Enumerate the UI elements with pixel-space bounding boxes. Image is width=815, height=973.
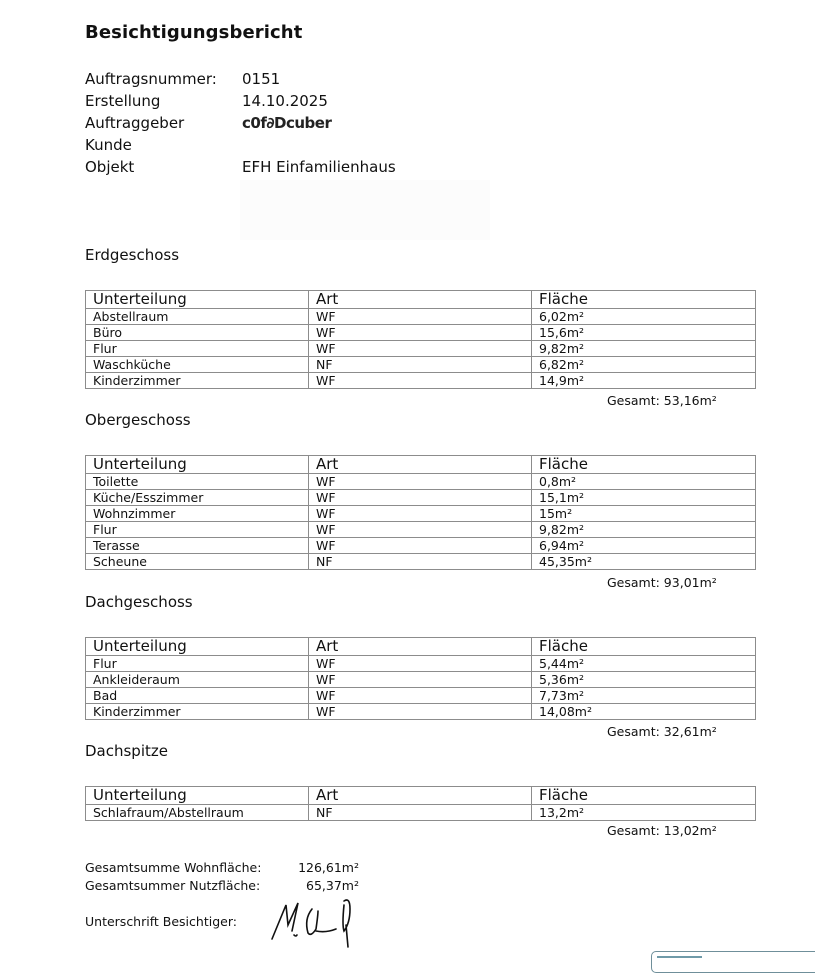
cell-area: 7,73m² (532, 688, 756, 704)
meta-label: Erstellung (85, 92, 161, 110)
cell-area: 5,44m² (532, 656, 756, 672)
table-row (86, 325, 756, 341)
table-row (86, 656, 756, 672)
header-flaeche: Fläche (532, 291, 756, 309)
section-title-erdgeschoss: Erdgeschoss (85, 246, 180, 264)
section-total-dachgeschoss: Gesamt: 32,61m² (607, 724, 717, 739)
table-row (86, 373, 756, 389)
cell-room: Wohnzimmer (86, 506, 309, 522)
cell-art: WF (309, 506, 532, 522)
cell-art: NF (309, 357, 532, 373)
cell-art: WF (309, 490, 532, 506)
header-art: Art (309, 638, 532, 656)
table-row (86, 538, 756, 554)
section-total-dachspitze: Gesamt: 13,02m² (607, 823, 717, 838)
section-total-erdgeschoss: Gesamt: 53,16m² (607, 393, 717, 408)
document-title: Besichtigungsbericht (85, 22, 303, 43)
header-unterteilung: Unterteilung (86, 638, 309, 656)
summary-label: Gesamtsummer Nutzfläche: (85, 878, 261, 893)
cell-area: 13,2m² (532, 805, 756, 821)
cell-room: Bad (86, 688, 309, 704)
meta-label: Auftragsnummer: (85, 70, 217, 88)
meta-value: 0151 (242, 70, 281, 88)
cell-room: Flur (86, 656, 309, 672)
cell-room: Terasse (86, 538, 309, 554)
header-flaeche: Fläche (532, 456, 756, 474)
summary-value: 126,61m² (298, 860, 359, 875)
cell-art: WF (309, 672, 532, 688)
section-title-obergeschoss: Obergeschoss (85, 411, 191, 429)
table-row (86, 309, 756, 325)
redacted-value: c0f∂Dcuber (242, 114, 332, 132)
header-art: Art (309, 456, 532, 474)
cell-art: WF (309, 538, 532, 554)
cell-art: WF (309, 704, 532, 720)
cell-art: NF (309, 805, 532, 821)
meta-value: 14.10.2025 (242, 92, 328, 110)
cell-room: Scheune (86, 554, 309, 570)
table-row (86, 554, 756, 570)
summary-label: Gesamtsumme Wohnfläche: (85, 860, 262, 875)
summary-block (85, 859, 365, 895)
cell-area: 14,9m² (532, 373, 756, 389)
table-header-row (86, 456, 756, 474)
table-row (86, 688, 756, 704)
cell-room: Küche/Esszimmer (86, 490, 309, 506)
cell-area: 14,08m² (532, 704, 756, 720)
cell-area: 15,1m² (532, 490, 756, 506)
cell-area: 0,8m² (532, 474, 756, 490)
rooms-table-erdgeschoss (85, 290, 756, 389)
header-unterteilung: Unterteilung (86, 787, 309, 805)
cell-art: WF (309, 341, 532, 357)
section-title-dachspitze: Dachspitze (85, 742, 168, 760)
cell-area: 9,82m² (532, 341, 756, 357)
table-row (86, 672, 756, 688)
signature-label: Unterschrift Besichtiger: (85, 914, 237, 929)
cell-area: 15m² (532, 506, 756, 522)
meta-label: Auftraggeber (85, 114, 185, 132)
cell-room: Schlafraum/Abstellraum (86, 805, 309, 821)
cell-art: WF (309, 325, 532, 341)
cell-area: 6,02m² (532, 309, 756, 325)
table-row (86, 522, 756, 538)
cell-art: WF (309, 656, 532, 672)
section-title-dachgeschoss: Dachgeschoss (85, 593, 193, 611)
cell-room: Kinderzimmer (86, 373, 309, 389)
signature-image (268, 895, 363, 950)
cell-area: 6,82m² (532, 357, 756, 373)
table-row (86, 341, 756, 357)
rooms-table-dachspitze (85, 786, 756, 821)
meta-label: Kunde (85, 136, 132, 154)
section-total-obergeschoss: Gesamt: 93,01m² (607, 575, 717, 590)
cell-room: Abstellraum (86, 309, 309, 325)
table-row (86, 506, 756, 522)
table-row (86, 805, 756, 821)
header-art: Art (309, 291, 532, 309)
meta-value: EFH Einfamilienhaus (242, 158, 396, 176)
cell-art: NF (309, 554, 532, 570)
table-header-row (86, 291, 756, 309)
overlay-handle (657, 956, 702, 968)
cell-room: Toilette (86, 474, 309, 490)
cell-area: 6,94m² (532, 538, 756, 554)
header-flaeche: Fläche (532, 787, 756, 805)
cell-room: Flur (86, 522, 309, 538)
header-unterteilung: Unterteilung (86, 291, 309, 309)
table-row (86, 474, 756, 490)
bottom-overlay-panel[interactable] (651, 951, 815, 973)
table-header-row (86, 787, 756, 805)
cell-room: Waschküche (86, 357, 309, 373)
cell-area: 15,6m² (532, 325, 756, 341)
cell-art: WF (309, 474, 532, 490)
cell-room: Büro (86, 325, 309, 341)
rooms-table-dachgeschoss (85, 637, 756, 720)
table-row (86, 490, 756, 506)
summary-row-nutzflaeche (85, 877, 365, 895)
rooms-table-obergeschoss (85, 455, 756, 570)
redacted-area (240, 180, 490, 240)
table-row (86, 704, 756, 720)
header-art: Art (309, 787, 532, 805)
cell-art: WF (309, 522, 532, 538)
summary-row-wohnflaeche (85, 859, 365, 877)
cell-area: 45,35m² (532, 554, 756, 570)
cell-area: 9,82m² (532, 522, 756, 538)
header-unterteilung: Unterteilung (86, 456, 309, 474)
cell-room: Kinderzimmer (86, 704, 309, 720)
cell-room: Flur (86, 341, 309, 357)
cell-art: WF (309, 309, 532, 325)
cell-area: 5,36m² (532, 672, 756, 688)
meta-label: Objekt (85, 158, 135, 176)
cell-room: Ankleideraum (86, 672, 309, 688)
cell-art: WF (309, 373, 532, 389)
header-flaeche: Fläche (532, 638, 756, 656)
table-header-row (86, 638, 756, 656)
table-row (86, 357, 756, 373)
summary-value: 65,37m² (306, 878, 359, 893)
cell-art: WF (309, 688, 532, 704)
